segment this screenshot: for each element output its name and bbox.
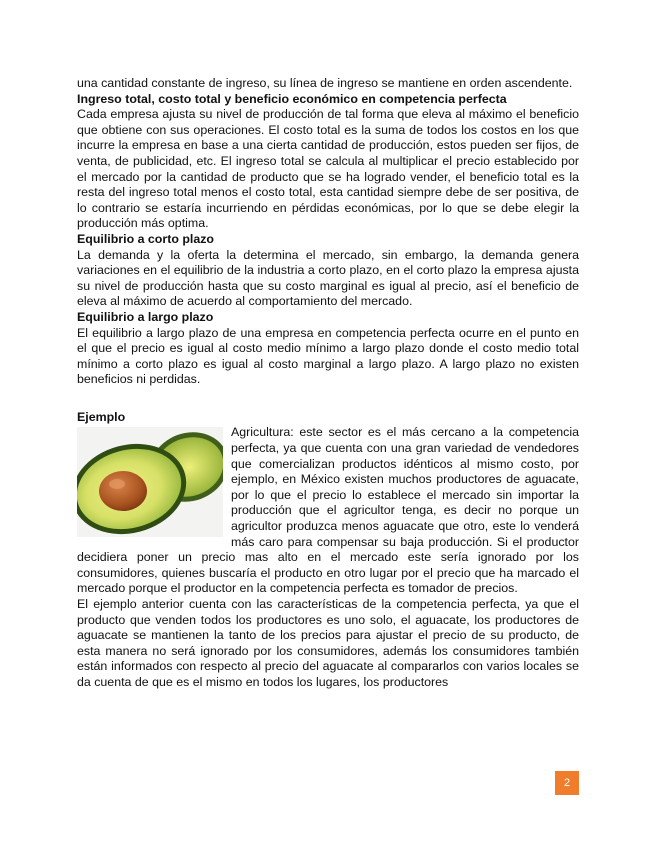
heading-ejemplo: Ejemplo	[77, 409, 126, 424]
paragraph-intro: una cantidad constante de ingreso, su línea de ingreso se mantiene en orden ascendente.	[77, 76, 573, 90]
spacer	[77, 388, 579, 410]
heading-largo-plazo: Equilibrio a largo plazo	[77, 309, 214, 324]
page-content	[77, 76, 579, 691]
avocado-image	[77, 427, 223, 537]
paragraph-ingreso-costo: Cada empresa ajusta su nivel de producción de tal forma que eleva al máximo el beneficio que obtiene con sus operaciones. El costo total es la suma de todos los costos en los que incurre la empresa en base a una cierta cantidad de producción, estos pueden ser fijos, de venta, de publicidad, etc. El ingreso total se calcula al multiplicar el precio establecido por el mercado por la cantidad de producto que se ha logrado vender, el beneficio total es la resta del ingreso total menos el costo total, esta cantidad siempre debe de ser positiva, de lo contrario se estaría incurriendo en pérdidas económicas, por lo que se debe elegir la producción más optima.	[77, 107, 579, 231]
heading-corto-plazo: Equilibrio a corto plazo	[77, 231, 214, 246]
paragraph-largo-plazo: El equilibrio a largo plazo de una empresa en competencia perfecta ocurre en el punto en el que el precio es igual al costo medio mínimo a largo plazo donde el costo medio total mínimo a corto plazo es igual al costo marginal a largo plazo. A largo plazo no existen beneficios ni perdidas.	[77, 325, 579, 387]
paragraph-corto-plazo: La demanda y la oferta la determina el mercado, sin embargo, la demanda genera variaciones en el equilibrio de la industria a corto plazo, en el corto plazo la empresa ajusta su nivel de producción hasta que su costo marginal es igual al precio, así el beneficio de eleva al máximo de acuerdo al comportamiento del mercado.	[77, 247, 579, 309]
paragraph-ejemplo-agricultura: Agricultura: este sector es el más cercano a la competencia perfecta, ya que cuenta con una gran variedad de vendedores que comercializan productos idénticos al mismo costo, por ejemplo, en México existen muchos productores de aguacate, por lo que el precio lo establece el mercado sin importar la producción que el agricultor tenga, es decir no porque un agricultor produzca menos aguacate que otro, este lo venderá más caro para compensar su baja producción. Si el productor decidiera poner un precio mas alto en el mercado este sería ignorado por los consumidores, quienes buscaría el producto en otro lugar por el precio que ha marcado el mercado porque el productor en la competencia perfecta es tomador de precios.	[77, 425, 579, 596]
page-number-badge: 2	[555, 771, 579, 795]
heading-ingreso-costo-beneficio: Ingreso total, costo total y beneficio económico en competencia perfecta	[77, 91, 507, 106]
avocado-illustration	[77, 427, 223, 537]
paragraph-ejemplo-analisis: El ejemplo anterior cuenta con las características de la competencia perfecta, ya que el producto que venden todos los productores es uno solo, el aguacate, los productores de aguacate se mantienen la tanto de los precios para ajustar el precio de su producto, de esta manera no será ignorado por los consumidores, además los consumidores también están informados con respecto al precio del aguacate al compararlos con varios locales se da cuenta de que es el mismo en todos los lugares, los productores	[77, 597, 579, 689]
